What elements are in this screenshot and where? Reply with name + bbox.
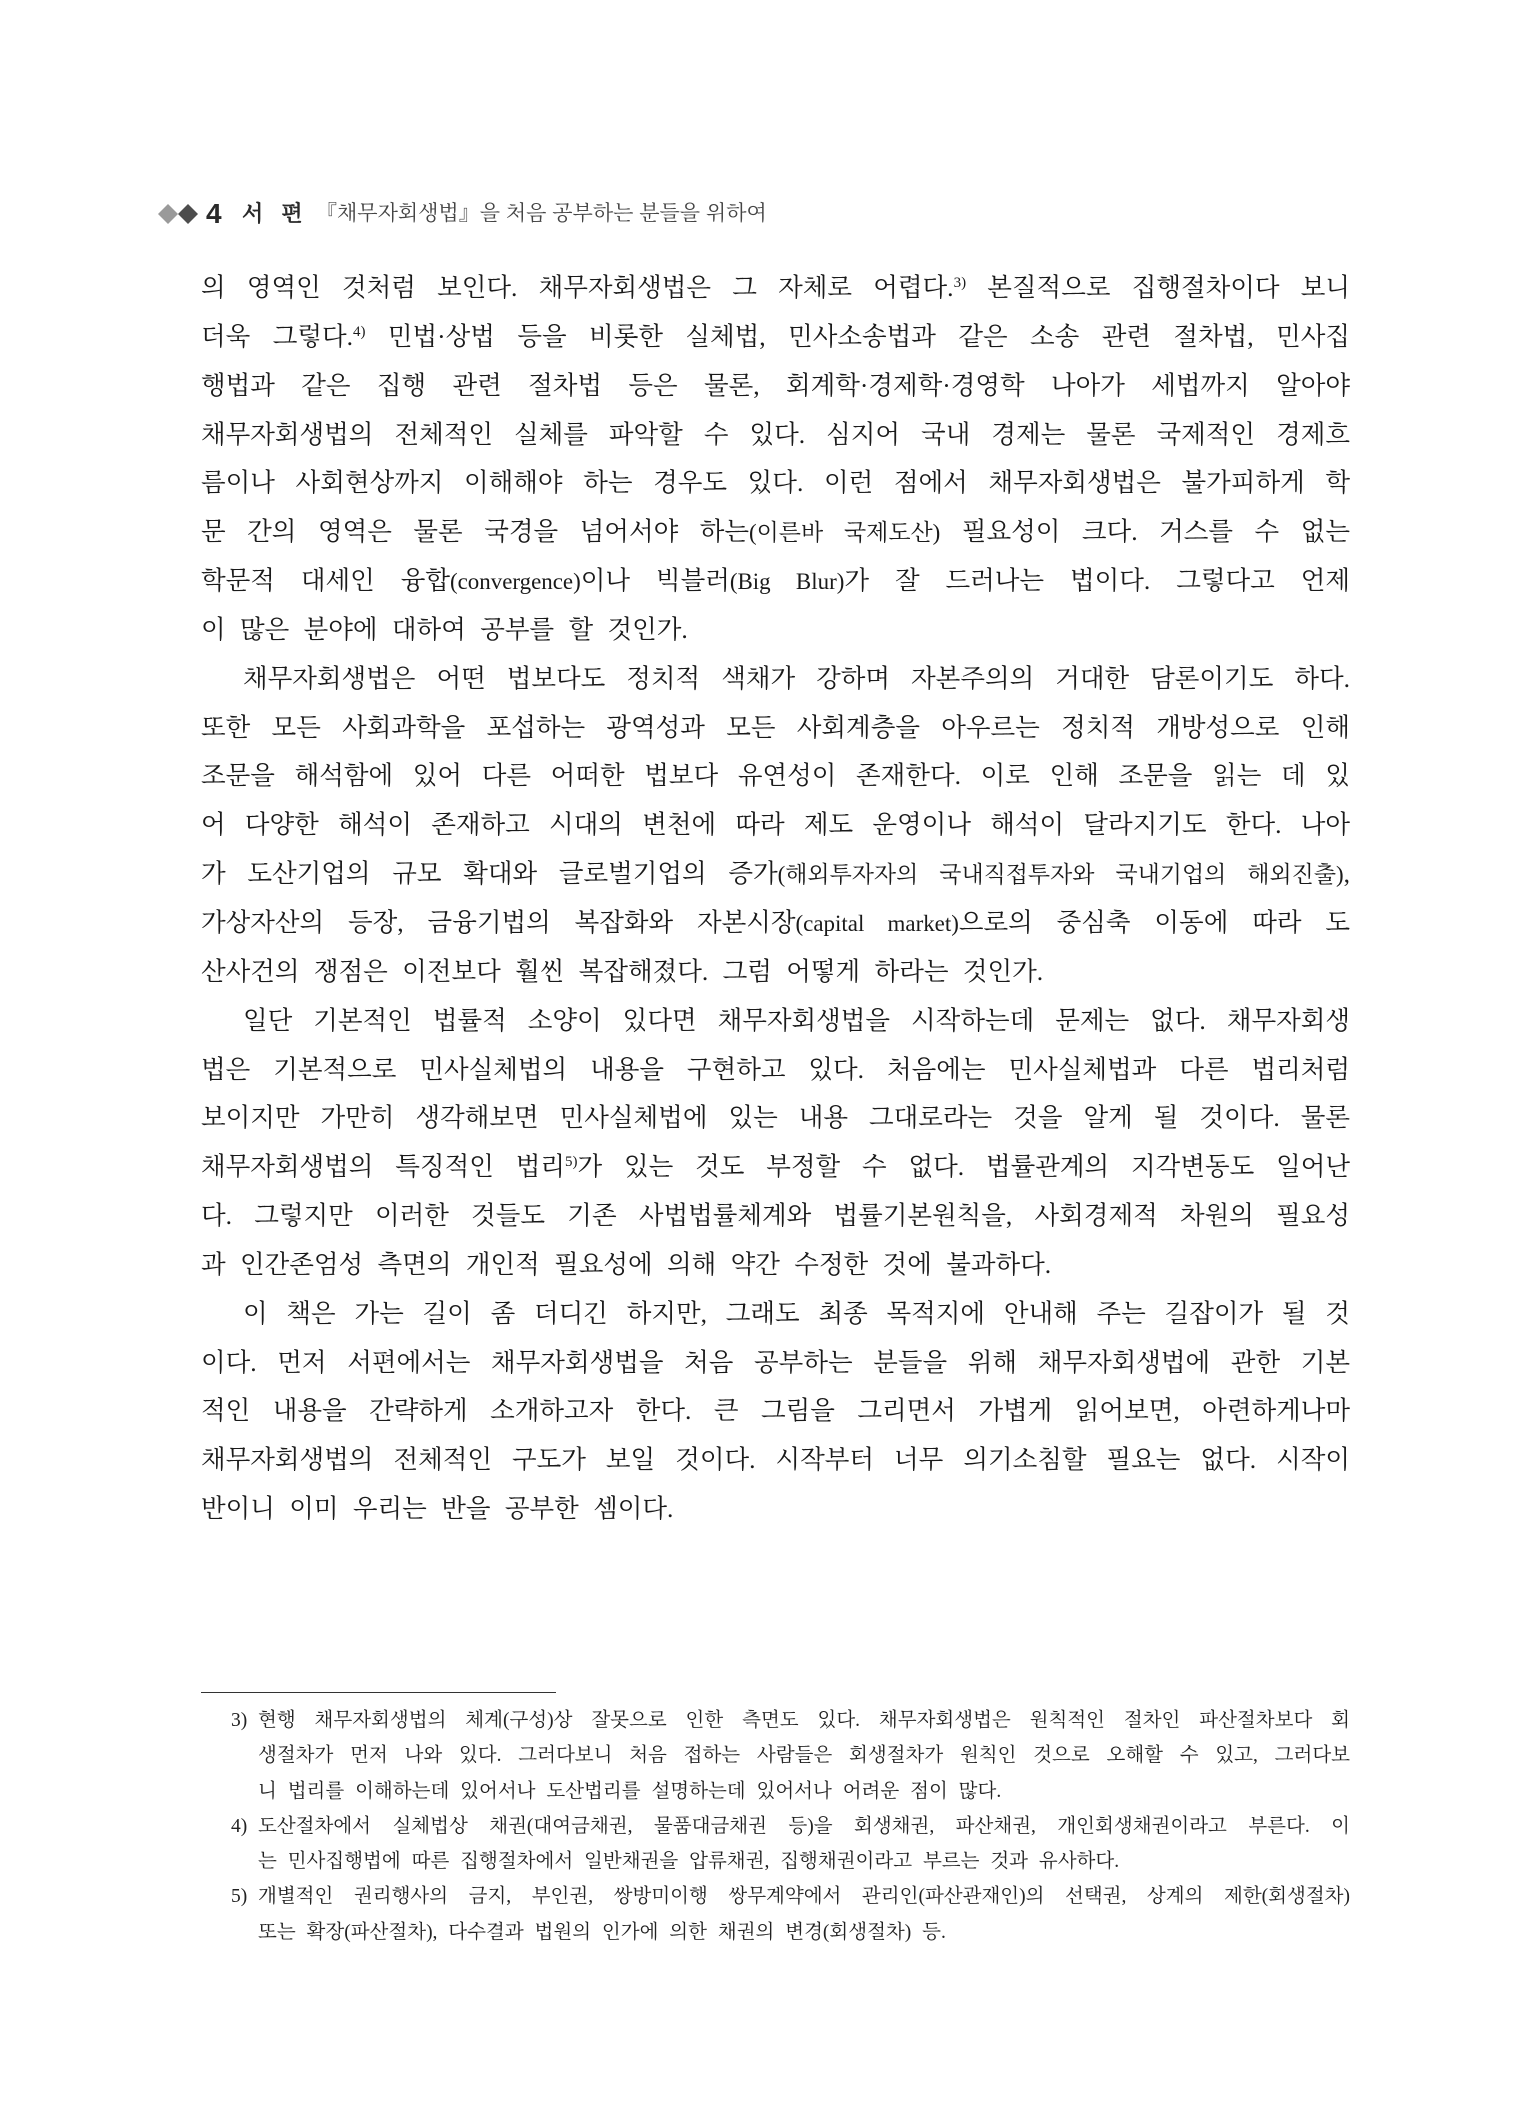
paragraph — [201, 264, 1350, 655]
text-line — [201, 508, 1350, 557]
footnote-line: 는 민사집행법에 따른 집행절차에서 일반채권을 압류채권, 집행채권이라고 부르는 것과 유사하다. — [258, 1851, 1120, 1873]
text-run: 법은 기본적으로 민사실체법의 내용을 구현하고 있다. 처음에는 민사실체법과 다른 법리처럼 — [201, 1054, 1350, 1084]
text-line — [201, 1290, 1350, 1339]
text-line — [201, 411, 1350, 460]
text-line — [201, 557, 1350, 606]
text-run: , — [1343, 859, 1351, 889]
text-line — [201, 1192, 1350, 1241]
text-run: 의 영역인 것처럼 보인다. 채무자회생법은 그 자체로 어렵다. — [201, 273, 954, 302]
double-diamond-icon — [158, 204, 200, 224]
text-line — [201, 997, 1350, 1046]
parenthetical-text: (이른바 국제도산) — [749, 520, 941, 546]
running-header — [0, 196, 1536, 232]
text-line — [201, 1339, 1350, 1388]
text-line — [201, 1387, 1350, 1436]
footnote-marker: 5) — [231, 1886, 248, 1908]
text-run: 다. 그렇지만 이러한 것들도 기존 사법법률체계와 법률기본원칙을, 사회경제적 차원의 필요성 — [201, 1201, 1350, 1231]
paragraph — [201, 997, 1350, 1290]
footnote — [201, 1809, 1350, 1880]
text-line — [201, 655, 1350, 704]
text-run: 가 있는 것도 부정할 수 없다. 법률관계의 지각변동도 일어난 — [577, 1152, 1350, 1182]
footnote-line: 니 법리를 이해하는데 있어서나 도산법리를 설명하는데 있어서나 어려운 점이 많다. — [258, 1780, 1002, 1802]
text-run: 과 인간존엄성 측면의 개인적 필요성에 의해 약간 수정한 것에 불과하다. — [201, 1249, 1052, 1279]
footnote-line: 개별적인 권리행사의 금지, 부인권, 쌍방미이행 쌍무계약에서 관리인(파산관재인)의 선택권, 상계의 제한(회생절차) — [258, 1886, 1350, 1908]
text-line — [201, 1046, 1350, 1095]
text-run: 가 도산기업의 규모 확대와 글로벌기업의 증가 — [201, 859, 778, 889]
text-line — [201, 459, 1350, 508]
section-label: 서 편 — [242, 201, 303, 226]
text-line — [201, 752, 1350, 801]
text-line — [201, 313, 1350, 362]
footnote-ref: 4) — [352, 323, 366, 340]
paragraph — [201, 1290, 1350, 1534]
text-run: 필요성이 크다. 거스를 수 없는 — [940, 517, 1350, 547]
text-line — [201, 1241, 1350, 1290]
text-line — [201, 264, 1350, 313]
text-run: 름이나 사회현상까지 이해해야 하는 경우도 있다. 이런 점에서 채무자회생법은 불가피하게 학 — [201, 468, 1350, 498]
text-run: 문 간의 영역은 물론 국경을 넘어서야 하는 — [201, 517, 750, 547]
text-line — [201, 362, 1350, 411]
text-run: 이나 빅블러 — [580, 566, 730, 596]
text-run: 행법과 같은 집행 관련 절차법 등은 물론, 회계학·경제학·경영학 나아가 세법까지 알아야 — [201, 370, 1350, 400]
footnote-ref: 5) — [564, 1154, 578, 1171]
footnote-divider — [201, 1692, 556, 1693]
footnote-ref: 3) — [953, 275, 967, 291]
text-run: 채무자회생법은 어떤 법보다도 정치적 색채가 강하며 자본주의의 거대한 담론이기도 하다. — [243, 663, 1350, 693]
text-line — [201, 948, 1350, 997]
text-run: 이 많은 분야에 대하여 공부를 할 것인가. — [201, 614, 688, 644]
text-run: 적인 내용을 간략하게 소개하고자 한다. 큰 그림을 그리면서 가볍게 읽어보면, 아련하게나마 — [201, 1396, 1350, 1426]
text-run: 가 잘 드러나는 법이다. 그렇다고 언제 — [844, 566, 1350, 596]
text-line — [201, 606, 1350, 655]
text-line — [201, 1485, 1350, 1534]
text-line — [201, 850, 1350, 899]
footnote — [201, 1703, 1350, 1809]
text-run: 또한 모든 사회과학을 포섭하는 광역성과 모든 사회계층을 아우르는 정치적 개방성으로 인해 — [201, 712, 1350, 742]
footnote-marker: 4) — [231, 1815, 248, 1837]
text-run: 가상자산의 등장, 금융기법의 복잡화와 자본시장 — [201, 907, 796, 937]
footnote-line: 또는 확장(파산절차), 다수결과 법원의 인가에 의한 채권의 변경(회생절차) 등. — [258, 1921, 946, 1943]
parenthetical-text: (capital market) — [795, 910, 959, 936]
text-line — [201, 801, 1350, 850]
text-line — [201, 1143, 1350, 1192]
footnote-line: 도산절차에서 실체법상 채권(대여금채권, 물품대금채권 등)을 회생채권, 파산채권, 개인회생채권이라고 부른다. 이 — [258, 1815, 1350, 1837]
text-run: 민법·상법 등을 비롯한 실체법, 민사소송법과 같은 소송 관련 절차법, 민사집 — [365, 321, 1351, 351]
footnote-line: 생절차가 먼저 나와 있다. 그러다보니 처음 접하는 사람들은 회생절차가 원칙인 것으로 오해할 수 있고, 그러다보 — [258, 1745, 1350, 1767]
text-run: 산사건의 쟁점은 이전보다 훨씬 복잡해졌다. 그럼 어떻게 하라는 것인가. — [201, 956, 1044, 986]
text-run: 이 책은 가는 길이 좀 더디긴 하지만, 그래도 최종 목적지에 안내해 주는 길잡이가 될 것 — [243, 1298, 1350, 1328]
body-text — [201, 264, 1350, 1534]
text-run: 보이지만 가만히 생각해보면 민사실체법에 있는 내용 그대로라는 것을 알게 될 것이다. 물론 — [201, 1103, 1350, 1133]
text-run: 반이니 이미 우리는 반을 공부한 셈이다. — [201, 1494, 674, 1524]
text-line — [201, 1436, 1350, 1485]
page-number: 4 — [206, 198, 222, 229]
diamond-left-shape — [158, 204, 178, 224]
paragraph — [201, 655, 1350, 997]
parenthetical-text: (해외투자자의 국내직접투자와 국내기업의 해외진출) — [777, 862, 1344, 888]
text-line — [201, 704, 1350, 753]
text-run: 채무자회생법의 전체적인 실체를 파악할 수 있다. 심지어 국내 경제는 물론 국제적인 경제흐 — [201, 419, 1350, 449]
text-run: 학문적 대세인 융합 — [201, 566, 450, 596]
diamond-right-shape — [178, 204, 198, 224]
text-run: 채무자회생법의 전체적인 구도가 보일 것이다. 시작부터 너무 의기소침할 필요는 없다. 시작이 — [201, 1445, 1350, 1475]
parenthetical-text: (Big Blur) — [729, 569, 845, 595]
text-run: 일단 기본적인 법률적 소양이 있다면 채무자회생법을 시작하는데 문제는 없다. 채무자회생 — [243, 1005, 1350, 1035]
text-run: 더욱 그렇다. — [201, 321, 353, 351]
footnotes — [201, 1703, 1350, 1950]
text-run: 이다. 먼저 서편에서는 채무자회생법을 처음 공부하는 분들을 위해 채무자회생법에 관한 기본 — [201, 1347, 1350, 1377]
running-title: 『채무자회생법』을 처음 공부하는 분들을 위하여 — [316, 202, 767, 225]
footnote-line: 현행 채무자회생법의 체계(구성)상 잘못으로 인한 측면도 있다. 채무자회생법은 원칙적인 절차인 파산절차보다 회 — [258, 1710, 1350, 1731]
text-run: 으로의 중심축 이동에 따라 도 — [958, 907, 1350, 937]
text-run: 조문을 해석함에 있어 다른 어떠한 법보다 유연성이 존재한다. 이로 인해 조문을 읽는 데 있 — [201, 761, 1350, 791]
text-line — [201, 1094, 1350, 1143]
text-run: 채무자회생법의 특징적인 법리 — [201, 1152, 565, 1182]
footnote — [201, 1879, 1350, 1950]
text-run: 어 다양한 해석이 존재하고 시대의 변천에 따라 제도 운영이나 해석이 달라지기도 한다. 나아 — [201, 810, 1350, 840]
parenthetical-text: (convergence) — [449, 569, 581, 595]
text-run: 본질적으로 집행절차이다 보니 — [966, 273, 1350, 302]
footnote-marker: 3) — [231, 1710, 248, 1731]
text-line — [201, 899, 1350, 948]
